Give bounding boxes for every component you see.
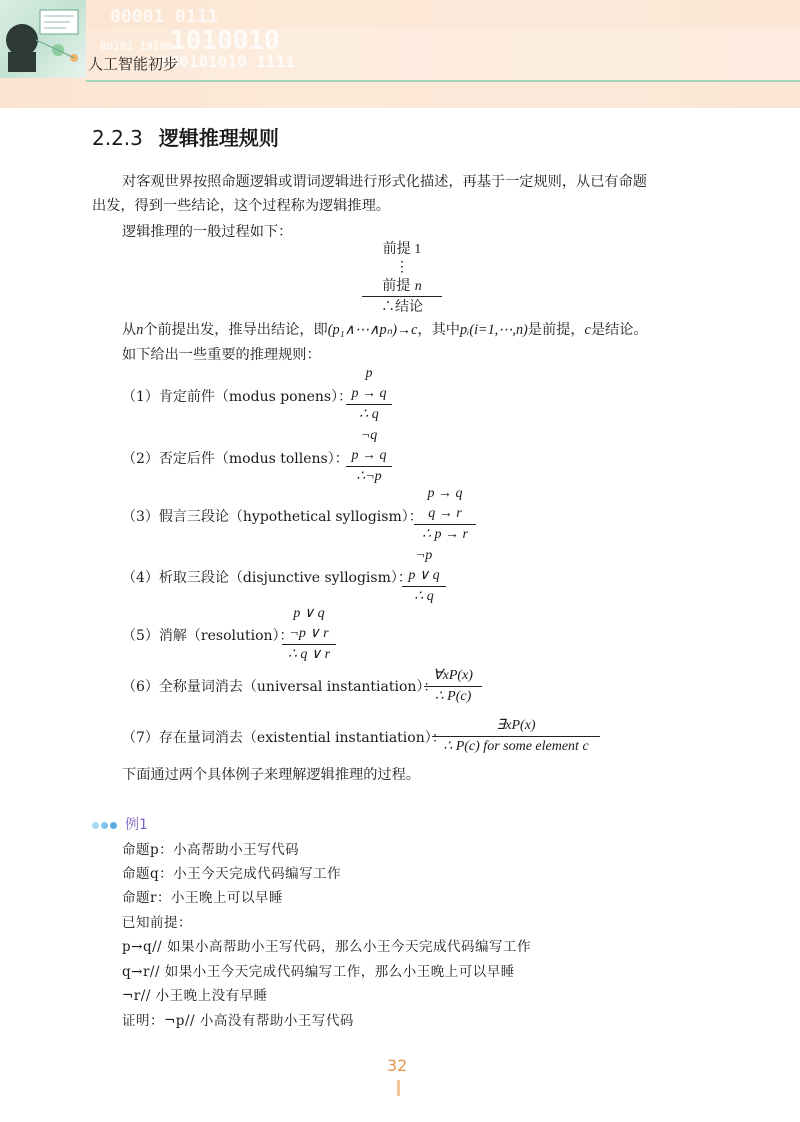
example-line-7: ¬r// 小王晚上没有早睡 <box>122 988 268 1004</box>
page-number: 32 <box>387 1056 408 1075</box>
example-heading <box>92 814 148 834</box>
rule-1-line-2: p → q <box>351 386 387 401</box>
rule-3-conclusion: ∴ p → r <box>414 524 476 545</box>
rule-4-formula <box>402 546 446 607</box>
scheme-premise-n-text: 前提 <box>382 278 411 294</box>
binary-decoration: 00001 0111 00101 10100 1010010 000101010 1111 <box>100 6 295 71</box>
header-thumbnail <box>0 0 86 78</box>
example-line-5: p→q// 如果小高帮助小王写代码，那么小王今天完成代码编写工作 <box>122 939 531 955</box>
example-line-6: q→r// 如果小王今天完成代码编写工作，那么小王晚上可以早睡 <box>122 964 515 980</box>
n-premises-mid: 个前提出发，推导出结论，即 <box>143 322 328 338</box>
rule-5-formula <box>282 604 336 665</box>
header-divider <box>86 80 800 82</box>
rule-7-conclusion: ∴ P(c) for some element c <box>432 736 600 757</box>
intro-line-1: 对客观世界按照命题逻辑或谓词逻辑进行形式化描述，再基于一定规则，从已有命题 <box>122 174 647 190</box>
section-number: 2.2.3 <box>92 126 143 150</box>
rule-3-line-2: q → r <box>428 506 462 521</box>
n-premises-mid2: ，其中 <box>417 322 460 338</box>
rule-2-conclusion: ∴¬p <box>346 466 392 487</box>
general-process-label: 逻辑推理的一般过程如下： <box>122 224 293 240</box>
rule-3-line-1: p → q <box>427 486 463 501</box>
examples-intro: 下面通过两个具体例子来理解逻辑推理的过程。 <box>122 767 420 783</box>
n-premises-formula: (p₁∧⋯∧pₙ)→c <box>327 322 418 338</box>
rule-7-label: （7）存在量词消去（existential instantiation）： <box>122 730 446 746</box>
rule-3-label: （3）假言三段论（hypothetical syllogism）： <box>122 509 423 525</box>
rule-6-formula <box>424 666 482 707</box>
rule-2-formula <box>346 426 392 487</box>
n-premises-prefix: 从 <box>122 322 137 338</box>
example-line-8: 证明：¬p// 小高没有帮助小王写代码 <box>122 1013 354 1029</box>
scheme-vdots: ⋮ <box>395 259 409 275</box>
rule-5-line-1: p ∨ q <box>293 606 325 621</box>
scheme-premise-n-var: n <box>414 279 422 294</box>
example-line-4: 已知前提： <box>122 915 192 931</box>
rule-6-line-1: ∀xP(x) <box>433 668 473 683</box>
general-scheme <box>362 240 442 317</box>
intro-line-2: 出发，得到一些结论，这个过程称为逻辑推理。 <box>92 198 390 214</box>
example-line-1: 命题p：小高帮助小王写代码 <box>122 842 300 858</box>
n-premises-end: 是结论。 <box>590 322 648 338</box>
rule-5-line-2: ¬p ∨ r <box>289 626 329 641</box>
scheme-premise-1: 前提 1 <box>382 242 422 257</box>
rule-4-line-2: p ∨ q <box>408 568 440 583</box>
section-heading: 逻辑推理规则 <box>158 126 279 150</box>
rules-intro: 如下给出一些重要的推理规则： <box>122 347 321 363</box>
example-title: 例1 <box>125 817 148 833</box>
rule-7-formula <box>432 716 600 757</box>
n-premises-c: c <box>584 322 591 338</box>
rule-6-label: （6）全称量词消去（universal instantiation）： <box>122 679 438 695</box>
rule-4-conclusion: ∴ q <box>402 586 446 607</box>
n-premises-sentence: 从n个前提出发，推导出结论，即(p₁∧⋯∧pₙ)→c，其中pᵢ(i=1,⋯,n)是前提，c是结论。 <box>122 322 648 338</box>
page-number-marker <box>397 1080 400 1096</box>
rule-1-conclusion: ∴ q <box>346 404 392 425</box>
example-line-2: 命题q：小王今天完成代码编写工作 <box>122 866 342 882</box>
page-header <box>0 0 800 108</box>
example-dots-icon <box>92 817 119 833</box>
rule-1-formula <box>346 364 392 425</box>
n-premises-pi: pᵢ(i=1,⋯,n) <box>460 322 528 338</box>
book-title: 人工智能初步 <box>88 55 179 73</box>
rule-2-line-1: ¬q <box>360 428 378 443</box>
rule-4-line-1: ¬p <box>415 548 433 563</box>
rule-5-conclusion: ∴ q ∨ r <box>282 644 336 665</box>
rule-7-line-1: ∃xP(x) <box>496 718 536 733</box>
rule-2-line-2: p → q <box>351 448 387 463</box>
rule-1-line-1: p <box>365 366 373 381</box>
n-premises-mid3: 是前提， <box>527 322 585 338</box>
rule-1-label: （1）肯定前件（modus ponens）： <box>122 389 353 405</box>
rule-5-label: （5）消解（resolution）： <box>122 628 294 644</box>
section-title <box>92 122 279 151</box>
example-line-3: 命题r：小王晚上可以早睡 <box>122 890 283 906</box>
rule-2-label: （2）否定后件（modus tollens）： <box>122 451 349 467</box>
scheme-conclusion: ∴结论 <box>362 296 442 317</box>
rule-3-formula <box>414 484 476 545</box>
rule-4-label: （4）析取三段论（disjunctive syllogism）： <box>122 570 412 586</box>
rule-6-conclusion: ∴ P(c) <box>424 686 482 707</box>
